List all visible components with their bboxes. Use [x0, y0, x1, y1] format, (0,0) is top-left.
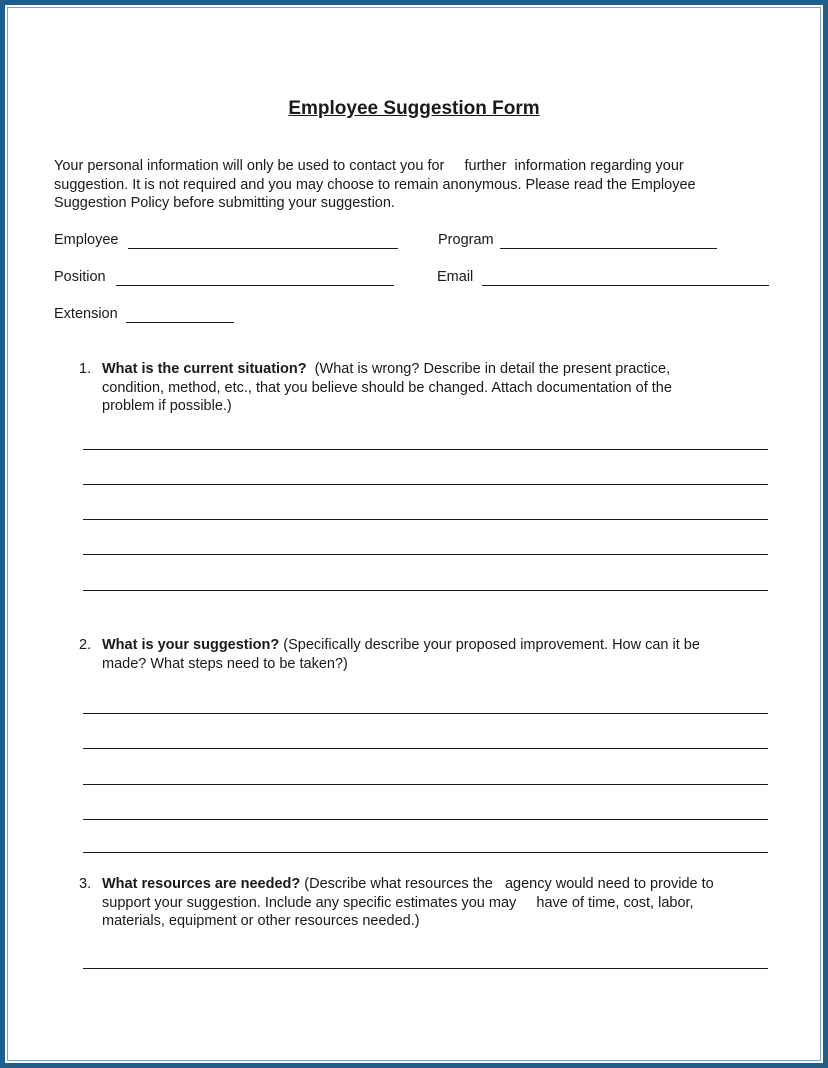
answer-line[interactable]: [83, 784, 768, 785]
intro-line: Your personal information will only be used to contact you for further information regarding your: [54, 158, 684, 174]
intro-line: Suggestion Policy before submitting your suggestion.: [54, 195, 395, 211]
question-number: 3.: [79, 876, 92, 892]
question-detail: (Specifically describe your proposed improvement. How can it be: [279, 637, 700, 653]
answer-line[interactable]: [83, 968, 768, 969]
answer-line[interactable]: [83, 449, 768, 450]
email-input-line[interactable]: [482, 285, 769, 286]
question-text: [102, 360, 772, 416]
question-number: 2.: [79, 637, 92, 653]
question-detail: materials, equipment or other resources needed.): [102, 913, 420, 929]
question-detail: condition, method, etc., that you believe should be changed. Attach documentation of the: [102, 379, 672, 396]
question-detail: support your suggestion. Include any specific estimates you may have of time, cost, labor,: [102, 894, 694, 911]
email-field: [437, 268, 473, 286]
employee-label: Employee: [54, 232, 119, 248]
position-field: [54, 268, 106, 286]
intro-line: suggestion. It is not required and you may choose to remain anonymous. Please read the Employee: [54, 176, 696, 193]
question-heading: What is your suggestion?: [102, 637, 280, 653]
position-input-line[interactable]: [116, 285, 394, 286]
program-field: [438, 231, 494, 249]
question-number: 1.: [79, 361, 92, 377]
answer-line[interactable]: [83, 748, 768, 749]
question-text: [102, 875, 772, 931]
position-label: Position: [54, 269, 106, 285]
question-detail: made? What steps need to be taken?): [102, 655, 348, 672]
answer-line[interactable]: [83, 484, 768, 485]
extension-input-line[interactable]: [126, 322, 234, 323]
extension-label: Extension: [54, 306, 118, 322]
form-title: Employee Suggestion Form: [288, 98, 540, 119]
employee-field: [54, 231, 118, 249]
question-text: [102, 636, 772, 673]
answer-line[interactable]: [83, 554, 768, 555]
answer-line[interactable]: [83, 819, 768, 820]
question-detail: (Describe what resources the agency would need to provide to: [300, 876, 714, 892]
answer-line[interactable]: [83, 519, 768, 520]
question-heading: What is the current situation?: [102, 361, 307, 377]
question-3: [79, 875, 779, 935]
program-input-line[interactable]: [500, 248, 717, 249]
program-label: Program: [438, 232, 494, 248]
email-label: Email: [437, 269, 474, 285]
answer-line[interactable]: [83, 852, 768, 853]
answer-line[interactable]: [83, 590, 768, 591]
employee-input-line[interactable]: [128, 248, 398, 249]
extension-field: [54, 305, 118, 323]
question-2: [79, 636, 779, 676]
question-heading: What resources are needed?: [102, 876, 301, 892]
answer-line[interactable]: [83, 713, 768, 714]
intro-paragraph: [54, 157, 774, 213]
question-1: [79, 360, 779, 420]
question-detail: problem if possible.): [102, 398, 232, 414]
question-detail: (What is wrong? Describe in detail the present practice,: [306, 361, 671, 377]
